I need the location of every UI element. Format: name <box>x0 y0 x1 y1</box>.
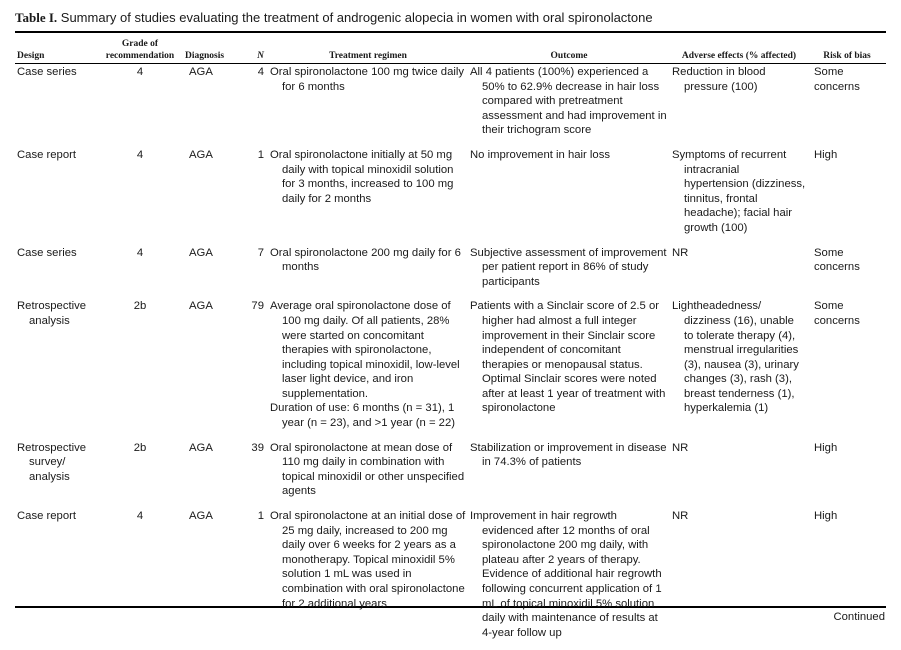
cell-diagnosis: AGA <box>189 66 213 78</box>
table-title: Summary of studies evaluating the treatment of androgenic alopecia in women with oral spironolactone <box>60 10 653 25</box>
top-rule <box>15 31 886 33</box>
studies-table <box>15 38 886 650</box>
cell-design: Retrospective analysis <box>17 300 87 327</box>
cell-risk: Some concerns <box>814 246 860 274</box>
cell-outcome: Patients with a Sinclair score of 2.5 or higher had almost a full integer improvement in their Sinclair score independent of concomitant therapies or menopausal status. Optimal Sinclair scores were noted after at least 1 year of treatment with spironolactone <box>470 300 666 415</box>
cell-outcome: Subjective assessment of improvement per patient report in 86% of study participants <box>470 246 667 288</box>
header-risk: Risk of bias <box>823 51 871 61</box>
cell-diagnosis: AGA <box>189 300 213 313</box>
cell-n: 7 <box>257 246 264 259</box>
table-row <box>15 148 886 246</box>
cell-treatment: Oral spironolactone 100 mg twice daily for 6 months <box>270 66 465 93</box>
cell-design: Case report <box>17 148 77 161</box>
cell-design: Case series <box>17 66 77 78</box>
cell-risk: High <box>814 510 838 523</box>
cell-adverse: Reduction in blood pressure (100) <box>672 66 766 93</box>
table-row <box>15 299 886 440</box>
cell-grade: 4 <box>136 66 144 78</box>
cell-n: 39 <box>251 441 264 454</box>
cell-risk: Some concerns <box>814 300 860 327</box>
table-caption <box>15 10 653 26</box>
cell-outcome: All 4 patients (100%) experienced a 50% to 62.9% decrease in hair loss compared with pretreatment assessment and had improvement in their trichogram score <box>470 66 667 137</box>
cell-outcome: Stabilization or improvement in disease in 74.3% of patients <box>470 441 667 469</box>
cell-design: Case series <box>17 246 77 259</box>
cell-treatment-duration: Duration of use: 6 months (n = 31), 1 year (n = 23), and >1 year (n = 22) <box>270 402 456 430</box>
cell-grade: 2b <box>133 300 147 313</box>
cell-grade: 4 <box>136 510 144 523</box>
cell-treatment: Oral spironolactone initially at 50 mg daily with topical minoxidil solution for 3 months, increased to 100 mg daily for 2 months <box>270 148 454 205</box>
cell-treatment: Oral spironolactone 200 mg daily for 6 months <box>270 246 461 274</box>
cell-n: 1 <box>257 510 264 523</box>
cell-diagnosis: AGA <box>189 246 213 259</box>
cell-grade: 4 <box>136 246 144 259</box>
cell-adverse: NR <box>672 510 689 523</box>
cell-diagnosis: AGA <box>189 148 213 161</box>
cell-adverse: Symptoms of recurrent intracranial hypertension (dizziness, tinnitus, frontal headache); facial hair growth (100) <box>672 148 806 234</box>
cell-adverse: Lightheadedness/ dizziness (16), unable to tolerate therapy (4), menstrual irregularities (3), nausea (3), urinary changes (3), rash (3), breast tenderness (1), hyperkalemia (1) <box>672 300 799 415</box>
header-n: N <box>257 51 264 61</box>
cell-treatment: Oral spironolactone at an initial dose of 25 mg daily, increased to 200 mg daily over 6 weeks for 2 years as a monotherapy. Topical minoxidil 5% solution 1 mL was used in combination with oral spironolactone for 2 additional years <box>270 510 466 610</box>
cell-n: 1 <box>257 148 264 161</box>
cell-outcome: Improvement in hair regrowth evidenced after 12 months of oral spironolactone 200 mg daily, with plateau after 2 years of therapy. Evidence of additional hair regrowth following concurrent application of 1 mL of topical minoxidil 5% solution daily with maintenance of results at 4-year follow up <box>470 510 662 639</box>
cell-adverse: NR <box>672 246 689 259</box>
cell-grade: 2b <box>133 441 147 454</box>
continued-note: Continued <box>833 611 885 623</box>
table-row <box>15 246 886 300</box>
header-treatment: Treatment regimen <box>329 51 407 61</box>
header-diagnosis: Diagnosis <box>185 51 225 61</box>
table-label: Table I. <box>15 10 58 25</box>
table-row <box>15 65 886 148</box>
cell-diagnosis: AGA <box>189 510 213 523</box>
table-row <box>15 441 886 509</box>
cell-design: Retrospective survey/ analysis <box>17 441 87 483</box>
cell-grade: 4 <box>136 148 144 161</box>
cell-treatment: Oral spironolactone at mean dose of 110 mg daily in combination with topical minoxidil or other unspecified agents <box>270 441 465 498</box>
header-design: Design <box>17 51 45 61</box>
header-outcome: Outcome <box>550 51 588 61</box>
cell-treatment: Average oral spironolactone dose of 100 mg daily. Of all patients, 28% were started on concomitant therapies with spironolactone, including topical minoxidil, low-level laser light device, and iron supplementation. <box>270 300 460 400</box>
cell-n: 79 <box>251 300 264 313</box>
header-adverse: Adverse effects (% affected) <box>681 51 797 61</box>
cell-risk: Some concerns <box>814 66 860 93</box>
cell-n: 4 <box>257 66 264 78</box>
cell-adverse: NR <box>672 441 689 454</box>
cell-risk: High <box>814 148 838 161</box>
header-grade: Grade of recommendation <box>105 39 175 61</box>
cell-risk: High <box>814 441 838 454</box>
cell-diagnosis: AGA <box>189 441 213 454</box>
cell-design: Case report <box>17 510 77 523</box>
cell-outcome: No improvement in hair loss <box>470 148 611 161</box>
